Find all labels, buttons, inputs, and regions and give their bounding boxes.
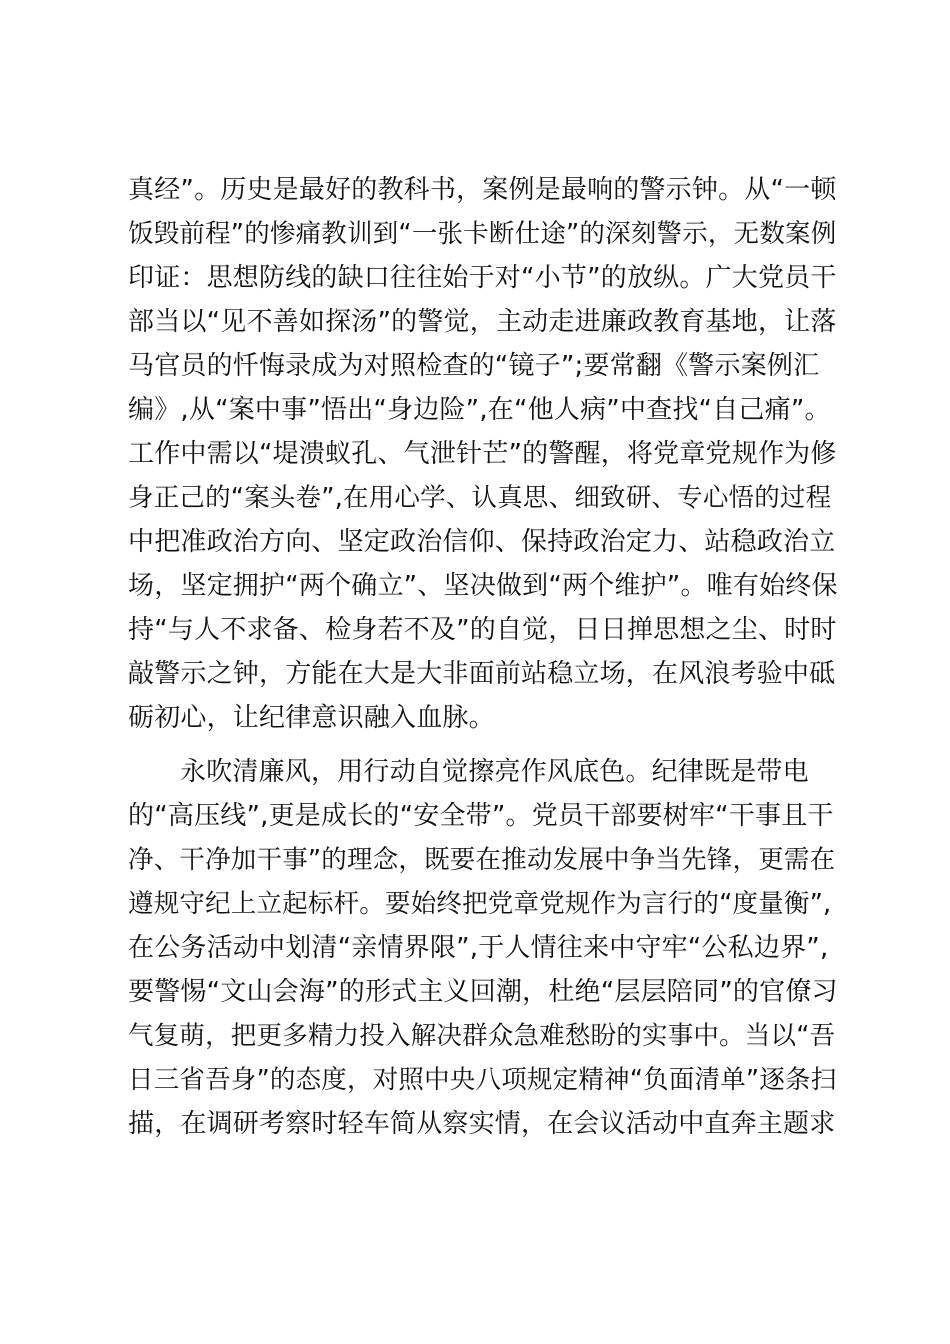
text-line: 真经”。历史是最好的教科书，案例是最响的警示钟。从“一顿 — [128, 175, 837, 205]
text-line: 敲警示之钟，方能在大是大非面前站稳立场，在风浪考验中砥 — [128, 659, 836, 689]
text-line: 持“与人不求备、检身若不及”的自觉，日日掸思想之尘、时时 — [128, 615, 837, 645]
text-line: 编》,从“案中事”悟出“身边险”,在“他人病”中查找“自己痛”。 — [128, 395, 831, 425]
document-body — [128, 168, 838, 1146]
text-line: 要警惕“文山会海”的形式主义回潮，杜绝“层层陪同”的官僚习 — [128, 977, 838, 1007]
text-line: 工作中需以“堤溃蚁孔、气泄针芒”的警醒，将党章党规作为修 — [128, 439, 837, 469]
paragraph-1 — [128, 168, 838, 740]
text-line: 身正己的“案头卷”,在用心学、认真思、细致研、专心悟的过程 — [128, 483, 832, 513]
text-line: 马官员的忏悔录成为对照检查的“镜子”;要常翻《警示案例汇 — [128, 351, 820, 381]
text-line: 日三省吾身”的态度，对照中央八项规定精神“负面清单”逐条扫 — [128, 1065, 837, 1095]
text-line: 场，坚定拥护“两个确立”、坚决做到“两个维护”。唯有始终保 — [128, 571, 838, 601]
text-line: 中把准政治方向、坚定政治信仰、保持政治定力、站稳政治立 — [128, 527, 836, 557]
text-line: 在公务活动中划清“亲情界限”,于人情往来中守牢“公私边界”, — [128, 933, 829, 963]
text-line: 遵规守纪上立起标杆。要始终把党章党规作为言行的“度量衡”, — [128, 889, 832, 919]
text-line: 气复萌，把更多精力投入解决群众急难愁盼的实事中。当以“吾 — [128, 1021, 836, 1051]
text-line: 饭毁前程”的惨痛教训到“一张卡断仕途”的深刻警示，无数案例 — [128, 219, 837, 249]
text-line: 砺初心，让纪律意识融入血脉。 — [128, 703, 495, 733]
text-line: 印证：思想防线的缺口往往始于对“小节”的放纵。广大党员干 — [128, 263, 837, 293]
text-line: 永吹清廉风，用行动自觉擦亮作风底色。纪律既是带电 — [180, 757, 809, 787]
text-line: 描，在调研考察时轻车简从察实情，在会议活动中直奔主题求 — [128, 1109, 836, 1139]
text-line: 的“高压线”,更是成长的“安全带”。党员干部要树牢“干事且干 — [128, 801, 834, 831]
text-line: 部当以“见不善如探汤”的警觉，主动走进廉政教育基地，让落 — [128, 307, 837, 337]
paragraph-2 — [128, 750, 838, 1146]
text-line: 净、干净加干事”的理念，既要在推动发展中争当先锋，更需在 — [128, 845, 836, 875]
